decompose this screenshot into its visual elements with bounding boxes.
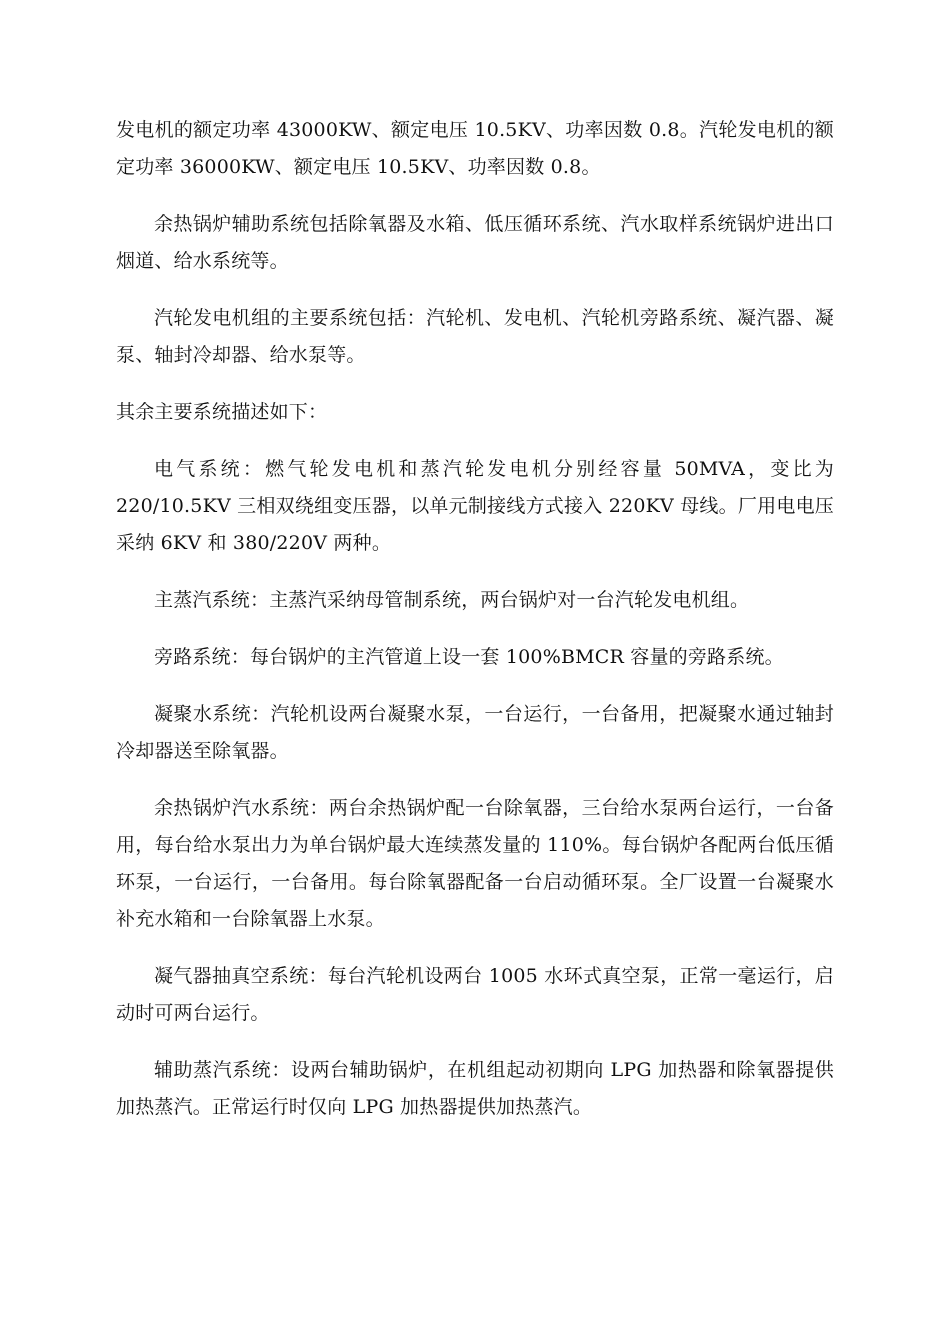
paragraph-other-systems-intro: 其余主要系统描述如下： <box>116 401 328 423</box>
paragraph-bypass-system: 旁路系统：每台锅炉的主汽管道上设一套 100%BMCR 容量的旁路系统。 <box>154 646 784 668</box>
paragraph-hrsg-water-steam: 余热锅炉汽水系统：两台余热锅炉配一台除氧器，三台给水泵两台运行，一台备用，每台给水泵出力为单台锅炉最大连续蒸发量的 110%。每台锅炉各配两台低压循环泵，一台运行，一台备用。每台除氧器配备一台启动循环泵。全厂设置一台凝聚水补充水箱和一台除氧器上水泵。 <box>116 797 834 930</box>
document-body <box>116 112 834 1146</box>
paragraph-turbine-systems: 汽轮发电机组的主要系统包括：汽轮机、发电机、汽轮机旁路系统、凝汽器、凝泵、轴封冷却器、给水泵等。 <box>116 307 834 366</box>
paragraph-condensate-system: 凝聚水系统：汽轮机设两台凝聚水泵，一台运行，一台备用，把凝聚水通过轴封冷却器送至除氧器。 <box>116 703 834 762</box>
paragraph-generator-ratings: 发电机的额定功率 43000KW、额定电压 10.5KV、功率因数 0.8。汽轮发电机的额定功率 36000KW、额定电压 10.5KV、功率因数 0.8。 <box>116 119 834 178</box>
paragraph-auxiliary-steam: 辅助蒸汽系统：设两台辅助锅炉，在机组起动初期向 LPG 加热器和除氧器提供加热蒸汽。正常运行时仅向 LPG 加热器提供加热蒸汽。 <box>116 1059 834 1118</box>
paragraph-hrsg-auxiliary: 余热锅炉辅助系统包括除氧器及水箱、低压循环系统、汽水取样系统锅炉进出口烟道、给水系统等。 <box>116 213 834 272</box>
paragraph-electrical-system: 电气系统：燃气轮发电机和蒸汽轮发电机分别经容量 50MVA，变比为 220/10.5KV 三相双绕组变压器，以单元制接线方式接入 220KV 母线。厂用电电压采纳 6KV 和 380/220V 两种。 <box>116 458 834 554</box>
paragraph-main-steam-system: 主蒸汽系统：主蒸汽采纳母管制系统，两台锅炉对一台汽轮发电机组。 <box>154 589 750 611</box>
paragraph-vacuum-system: 凝气器抽真空系统：每台汽轮机设两台 1005 水环式真空泵，正常一毫运行，启动时可两台运行。 <box>116 965 834 1024</box>
